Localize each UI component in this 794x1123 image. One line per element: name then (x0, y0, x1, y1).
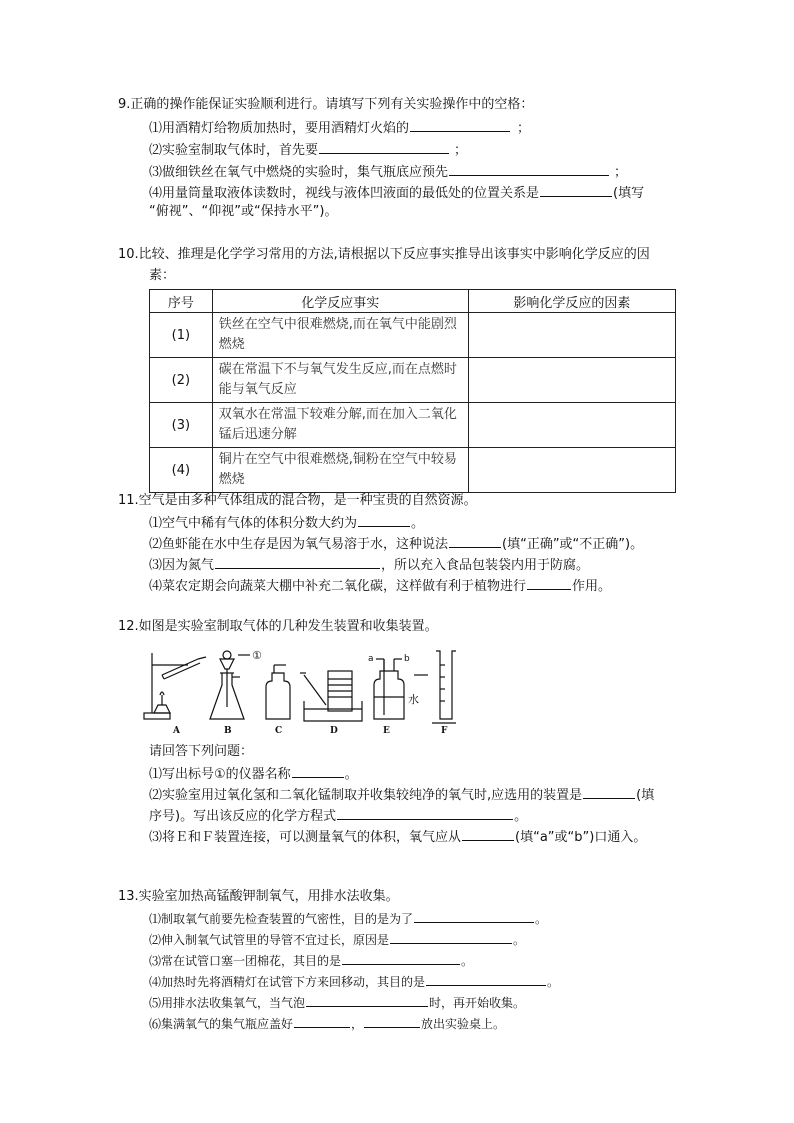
q9-item-4-end: (填写 (613, 186, 645, 201)
q12-item-2 (149, 785, 654, 805)
apparatus-b (210, 651, 250, 719)
q12-item-2-text: ⑵实验室用过氧化氢和二氧化锰制取并收集较纯净的氧气时,应选用的装置是 (149, 788, 583, 803)
row-factor-answer[interactable] (468, 448, 675, 493)
q13-item-6-end: 放出实验桌上。 (421, 1017, 506, 1031)
q13-item-4-end: 。 (547, 975, 560, 989)
q13-item-6 (149, 1014, 505, 1033)
q9-item-1 (149, 118, 530, 138)
q9-item-4 (149, 183, 644, 203)
q13-item-2-end: 。 (513, 933, 526, 947)
q9-item-4-cont: “俯视”、“仰视”或“保持水平”)。 (149, 204, 338, 219)
q9-blank-4[interactable] (540, 183, 612, 197)
apparatus-figure (140, 645, 460, 737)
row-fact: 铁丝在空气中很难燃烧,而在氧气中能剧烈燃烧 (212, 313, 468, 358)
q13-blank-4[interactable] (426, 972, 546, 986)
row-fact: 铜片在空气中很难燃烧,铜粉在空气中较易燃烧 (212, 448, 468, 493)
row-number: (2) (150, 358, 213, 403)
q9-blank-3[interactable] (449, 162, 609, 176)
q13-item-4 (149, 972, 559, 991)
q12-blank-3[interactable] (337, 806, 513, 820)
q11-blank-2[interactable] (449, 534, 501, 548)
q11-item-4 (149, 576, 611, 596)
apparatus-d (300, 671, 362, 721)
table-row (150, 448, 676, 493)
row-fact: 双氧水在常温下较难分解,而在加入二氧化锰后迅速分解 (212, 403, 468, 448)
q13-item-1-text: ⑴制取氧气前要先检查装置的气密性，目的是为了 (149, 912, 414, 926)
q12-item-2b-text: 序号)。写出该反应的化学方程式 (149, 809, 337, 824)
table-row (150, 358, 676, 403)
q13-item-3-end: 。 (461, 954, 474, 968)
q11-item-3-end: ，所以充入食品包装袋内用于防腐。 (381, 558, 590, 573)
q11-item-2 (149, 534, 643, 554)
q12-item-2-end: (填 (636, 788, 655, 803)
q11-item-3-text: ⑶因为氮气 (149, 558, 215, 573)
label-c: C (275, 726, 283, 736)
q11-item-4-text: ⑷菜农定期会向蔬菜大棚中补充二氧化碳，这样做有利于植物进行 (149, 579, 527, 594)
table-row (150, 313, 676, 358)
row-number: (4) (150, 448, 213, 493)
q9-blank-2[interactable] (319, 140, 449, 154)
port-b-label: b (404, 654, 410, 664)
q13-item-5 (149, 993, 525, 1012)
q13-item-2-text: ⑵伸入制氧气试管里的导管不宜过长，原因是 (149, 933, 390, 947)
row-factor-answer[interactable] (468, 313, 675, 358)
row-number: (1) (150, 313, 213, 358)
q12-item-3 (149, 827, 646, 847)
row-factor-answer[interactable] (468, 358, 675, 403)
q11-item-3 (149, 555, 589, 575)
q12-item-1-text: ⑴写出标号①的仪器名称 (149, 767, 291, 782)
q11-item-1 (149, 513, 424, 533)
q9-item-2 (149, 140, 467, 160)
q11-blank-3[interactable] (215, 555, 380, 569)
q13-blank-2[interactable] (390, 930, 512, 944)
q13-item-1-end: 。 (535, 912, 548, 926)
q13-item-3 (149, 951, 473, 970)
apparatus-e (374, 659, 404, 719)
q11-blank-4[interactable] (527, 576, 571, 590)
apparatus-c (266, 665, 290, 719)
q9-item-3-text: ⑶做细铁丝在氧气中燃烧的实验时，集气瓶底应预先 (149, 165, 449, 180)
q12-item-2-cont (149, 806, 527, 826)
q12-item-3-end: (填“a”或“b”)口通入。 (515, 830, 647, 845)
apparatus-a (144, 653, 206, 719)
marker-circled-1: ① (252, 649, 262, 662)
q12-item-1 (149, 764, 358, 784)
port-a-label: a (368, 654, 374, 664)
q9-blank-1[interactable] (410, 118, 510, 132)
q12-item-3-text: ⑶将Ｅ和Ｆ装置连接，可以测量氧气的体积，氧气应从 (149, 830, 462, 845)
q10-stem-1: 10.比较、推理是化学学习常用的方法,请根据以下反应事实推导出该事实中影响化学反应的因 (118, 247, 650, 262)
q9-item-4-text: ⑷用量筒量取液体读数时，视线与液体凹液面的最低处的位置关系是 (149, 186, 540, 201)
q13-item-6-mid: ， (351, 1017, 364, 1031)
label-d: D (330, 726, 338, 736)
q9-item-1-end: ； (517, 121, 531, 136)
q9-item-2-text: ⑵实验室制取气体时，首先要 (149, 143, 319, 158)
q10-header-fact: 化学反应事实 (212, 290, 468, 313)
q9-item-2-end: ； (454, 143, 468, 158)
q13-item-4-text: ⑷加热时先将酒精灯在试管下方来回移动，其目的是 (149, 975, 426, 989)
q10-table (149, 289, 676, 493)
label-f: F (441, 726, 448, 736)
q10-stem-2: 素： (149, 268, 176, 283)
q9-item-1-text: ⑴用酒精灯给物质加热时，要用酒精灯火焰的 (149, 121, 410, 136)
q12-blank-2[interactable] (583, 785, 635, 799)
water-label: 水 (408, 693, 419, 706)
q12-blank-4[interactable] (462, 827, 514, 841)
q11-stem: 11.空气是由多种气体组成的混合物，是一种宝贵的自然资源。 (118, 493, 477, 508)
q11-item-1-text: ⑴空气中稀有气体的体积分数大约为 (149, 516, 358, 531)
q12-blank-1[interactable] (292, 764, 344, 778)
q10-header-factor: 影响化学反应的因素 (468, 290, 675, 313)
q12-item-2b-end: 。 (514, 809, 528, 824)
label-e: E (383, 726, 390, 736)
q13-blank-3[interactable] (342, 951, 460, 965)
q11-item-4-end: 作用。 (572, 579, 612, 594)
row-fact: 碳在常温下不与氧气发生反应,而在点燃时能与氧气反应 (212, 358, 468, 403)
label-b: B (224, 726, 232, 736)
row-factor-answer[interactable] (468, 403, 675, 448)
q13-blank-6[interactable] (294, 1014, 350, 1028)
q13-item-2 (149, 930, 525, 949)
q13-item-6-text: ⑹集满氧气的集气瓶应盖好 (149, 1017, 294, 1031)
q10-header-num: 序号 (150, 290, 213, 313)
label-a: A (173, 726, 180, 736)
q9-item-3 (149, 162, 627, 182)
q9-stem: 9.正确的操作能保证实验顺利进行。请填写下列有关实验操作中的空格： (118, 97, 534, 112)
q11-item-2-text: ⑵鱼虾能在水中生存是因为氧气易溶于水，这种说法 (149, 537, 449, 552)
apparatus-f (414, 651, 456, 723)
q13-item-1 (149, 909, 547, 928)
row-number: (3) (150, 403, 213, 448)
q13-item-3-text: ⑶常在试管口塞一团棉花，其目的是 (149, 954, 342, 968)
q11-blank-1[interactable] (358, 513, 410, 527)
q11-item-1-end: 。 (411, 516, 425, 531)
q13-blank-7[interactable] (364, 1014, 420, 1028)
q12-stem: 12.如图是实验室制取气体的几种发生装置和收集装置。 (118, 619, 438, 634)
q13-stem: 13.实验室加热高锰酸钾制氧气，用排水法收集。 (118, 889, 399, 904)
q13-blank-5[interactable] (306, 993, 428, 1007)
q13-item-5-text: ⑸用排水法收集氧气，当气泡 (149, 996, 306, 1010)
table-row (150, 403, 676, 448)
q13-item-5-end: 时，再开始收集。 (429, 996, 526, 1010)
q11-item-2-end: (填“正确”或“不正确”)。 (502, 537, 644, 552)
q13-blank-1[interactable] (414, 909, 534, 923)
q12-item-1-end: 。 (344, 767, 358, 782)
q12-ask: 请回答下列问题： (149, 744, 254, 759)
q9-item-3-end: ； (614, 165, 628, 180)
